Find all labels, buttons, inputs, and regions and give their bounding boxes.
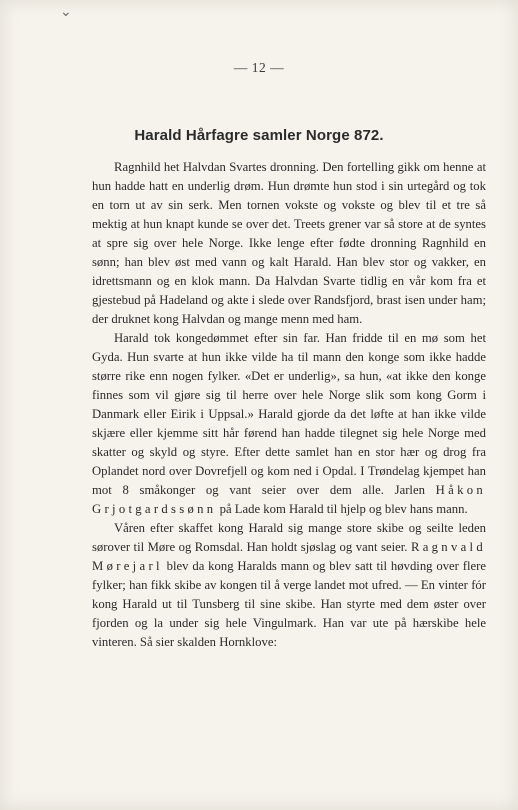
text-run: Våren efter skaffet kong Harald sig mange store skibe og seilte leden sørover til Møre og Romsdal. Han holdt sjøslag og vant seier. (92, 521, 486, 554)
paragraph (92, 158, 486, 329)
spaced-name: Ragnvald Mørejarl (92, 540, 486, 573)
spaced-name: Håkon Grjotgardssønn (92, 483, 486, 516)
text-run: blev da kong Haralds mann og blev satt til høvding over flere fylker; han fikk skibe av kongen til å verge landet mot ufred. — En vinter fór kong Harald ut til Tunsberg til sine skibe. Han styrte med dem øster over fjorden og la under sig hele Vingulmark. Han var ute på hærskibe hele vinteren. Så sier skalden Hornklove: (92, 559, 486, 649)
text-run: Ragnhild het Halvdan Svartes dronning. Den fortelling gikk om henne at hun hadde hatt en underlig drøm. Hun drømte hun stod i sin urtegård og tok en torn ut av sin serk. Men tornen vokste og vokste og blev til et tre så mektig at hun knapt kunde se over det. Treets grener var så store at de syntes at spre sig over hele Norge. Ikke lenge efter fødte dronning Ragnhild en sønn; han blev øst med vann og kalt Harald. Han blev stor og vakker, en idrettsmann og en klok mann. Da Halvdan Svarte tidlig en vår kom fra et gjestebud på Hadeland og akte i slede over Randsfjord, brast isen under ham; der druknet kong Halvdan og mange menn med ham. (92, 160, 486, 326)
paragraph (92, 519, 486, 652)
chapter-title: Harald Hårfagre samler Norge 872. (134, 127, 384, 144)
page-number: — 12 — (233, 60, 285, 75)
text-run: Harald tok kongedømmet efter sin far. Han fridde til en mø som het Gyda. Hun svarte at hun ikke vilde ha til mann den konge som ikke hadde større rike enn nogen fylker. «Det er underlig», sa hun, «at ikke den konge finnes som vil gjøre sig til herre over hele Norge slik som kong Gorm i Danmark eller Eirik i Uppsal.» Harald gjorde da det løfte at han ikke vilde skjære eller kjemme sitt hår førend han hadde tilegnet sig hele Norge med skatter og skyld og styre. Efter dette samlet han en stor hær og drog fra Oplandet nord over Dovrefjell og kom ned i Opdal. I Trøndelag kjempet han mot 8 småkonger og vant seier over dem alle. Jarlen (92, 331, 486, 497)
paragraph (92, 329, 486, 519)
body-text (92, 158, 486, 652)
pencil-mark: ⌄ (60, 4, 72, 20)
text-run: på Lade kom Harald til hjelp og blev hans mann. (216, 502, 468, 516)
